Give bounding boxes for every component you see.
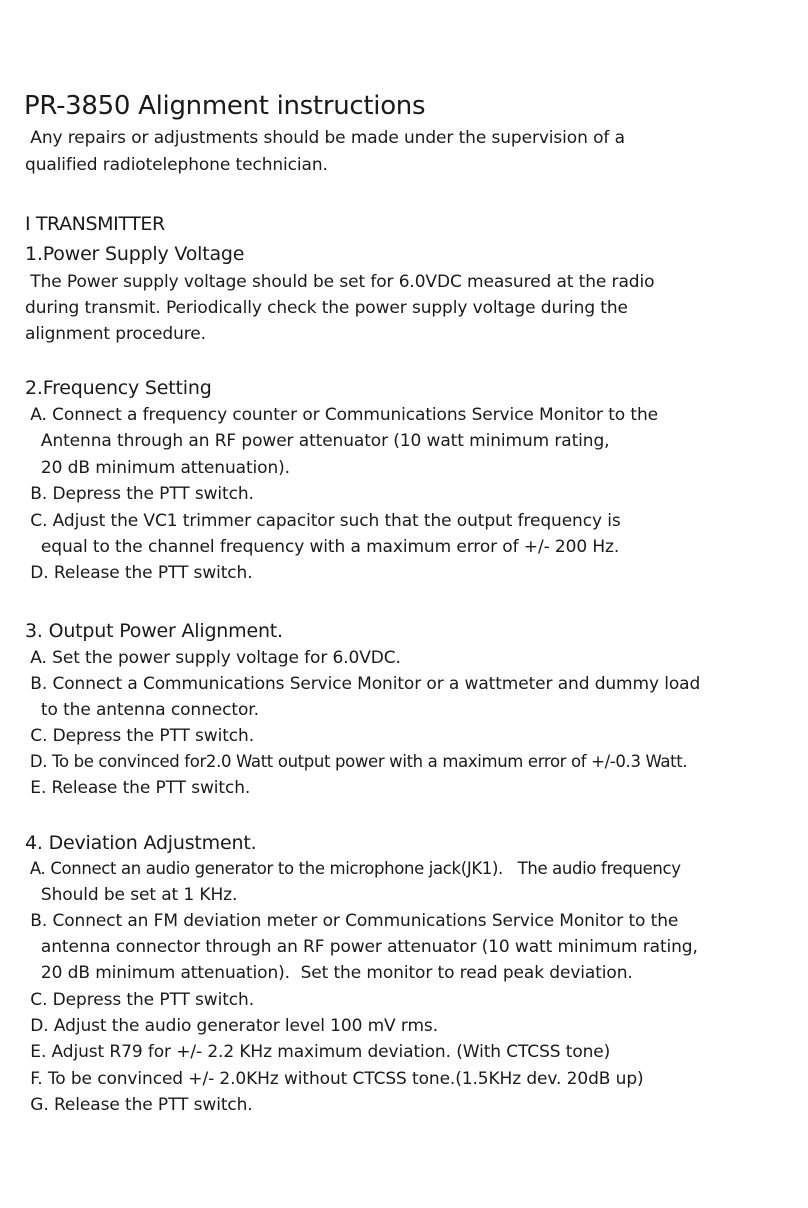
- output-power-line: A. Set the power supply voltage for 6.0VDC.: [25, 648, 401, 668]
- deviation-line: A. Connect an audio generator to the microphone jack(JK1). The audio frequency: [25, 859, 681, 878]
- page-title: PR-3850 Alignment instructions: [24, 91, 426, 121]
- deviation-heading: 4. Deviation Adjustment.: [25, 832, 257, 854]
- output-power-line: D. To be convinced for2.0 Watt output power with a maximum error of +/-0.3 Watt.: [25, 752, 688, 771]
- frequency-heading: 2.Frequency Setting: [25, 377, 212, 399]
- output-power-line: B. Connect a Communications Service Monitor or a wattmeter and dummy load: [25, 674, 701, 694]
- power-supply-line: The Power supply voltage should be set for 6.0VDC measured at the radio: [25, 272, 655, 292]
- power-supply-line: alignment procedure.: [25, 324, 206, 344]
- output-power-line: to the antenna connector.: [25, 700, 259, 720]
- output-power-line: E. Release the PTT switch.: [25, 778, 251, 798]
- frequency-line: Antenna through an RF power attenuator (10 watt minimum rating,: [25, 431, 610, 451]
- deviation-line: C. Depress the PTT switch.: [25, 990, 255, 1010]
- frequency-line: B. Depress the PTT switch.: [25, 484, 254, 504]
- frequency-line: C. Adjust the VC1 trimmer capacitor such that the output frequency is: [25, 511, 621, 531]
- frequency-line: 20 dB minimum attenuation).: [25, 458, 290, 478]
- output-power-heading: 3. Output Power Alignment.: [25, 620, 283, 642]
- deviation-line: antenna connector through an RF power attenuator (10 watt minimum rating,: [25, 937, 698, 957]
- deviation-line: D. Adjust the audio generator level 100 mV rms.: [25, 1016, 438, 1036]
- frequency-line: A. Connect a frequency counter or Communications Service Monitor to the: [25, 405, 659, 425]
- frequency-line: equal to the channel frequency with a maximum error of +/- 200 Hz.: [25, 537, 620, 557]
- power-supply-heading: 1.Power Supply Voltage: [25, 243, 245, 265]
- intro-line: qualified radiotelephone technician.: [25, 155, 328, 175]
- deviation-line: F. To be convinced +/- 2.0KHz without CTCSS tone.(1.5KHz dev. 20dB up): [25, 1069, 644, 1089]
- deviation-line: B. Connect an FM deviation meter or Communications Service Monitor to the: [25, 911, 679, 931]
- deviation-line: Should be set at 1 KHz.: [25, 885, 238, 905]
- deviation-line: 20 dB minimum attenuation). Set the monitor to read peak deviation.: [25, 963, 633, 983]
- power-supply-line: during transmit. Periodically check the power supply voltage during the: [25, 298, 628, 318]
- deviation-line: E. Adjust R79 for +/- 2.2 KHz maximum deviation. (With CTCSS tone): [25, 1042, 611, 1062]
- deviation-line: G. Release the PTT switch.: [25, 1095, 253, 1115]
- intro-line: Any repairs or adjustments should be made under the supervision of a: [25, 128, 625, 148]
- section-heading-transmitter: I TRANSMITTER: [25, 213, 165, 235]
- output-power-line: C. Depress the PTT switch.: [25, 726, 255, 746]
- frequency-line: D. Release the PTT switch.: [25, 563, 253, 583]
